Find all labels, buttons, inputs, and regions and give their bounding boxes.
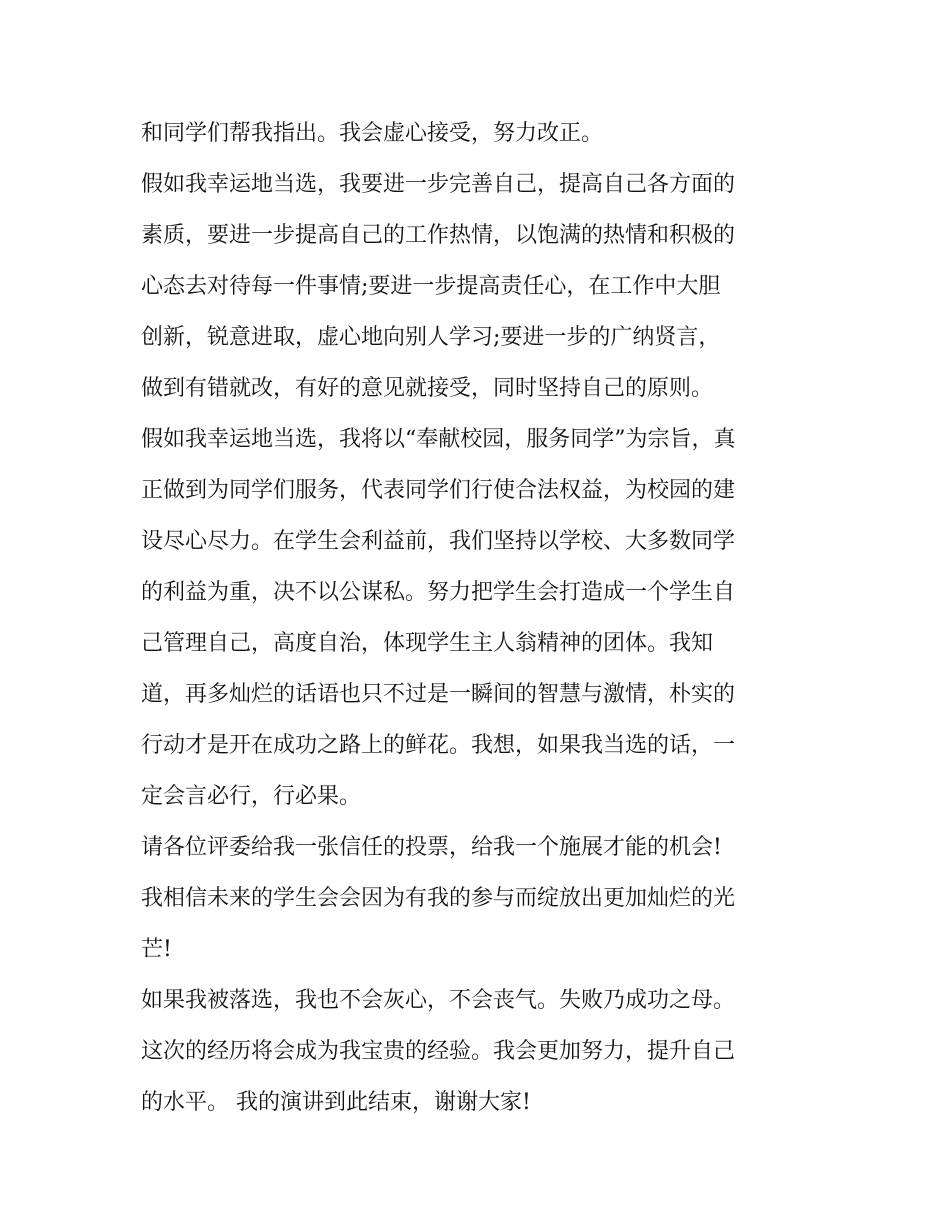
- text-line: 素质，要进一步提高自己的工作热情，以饱满的热情和积极的: [141, 223, 736, 248]
- text-line: 行动才是开在成功之路上的鲜花。我想，如果我当选的话，一: [141, 733, 736, 758]
- text-line: 这次的经历将会成为我宝贵的经验。我会更加努力，提升自己: [141, 1039, 736, 1064]
- text-line: 请各位评委给我一张信任的投票，给我一个施展才能的机会!: [141, 835, 722, 860]
- text-line: 如果我被落选，我也不会灰心，不会丧气。失败乃成功之母。: [141, 988, 736, 1013]
- text-line: 假如我幸运地当选，我要进一步完善自己，提高自己各方面的: [141, 172, 736, 197]
- text-line: 假如我幸运地当选，我将以“奉献校园，服务同学”为宗旨，真: [141, 427, 736, 452]
- text-line: 创新，锐意进取，虚心地向别人学习;要进一步的广纳贤言，: [141, 325, 721, 350]
- text-line: 正做到为同学们服务，代表同学们行使合法权益，为校园的建: [141, 478, 736, 503]
- text-line: 道，再多灿烂的话语也只不过是一瞬间的智慧与激情，朴实的: [141, 682, 736, 707]
- text-line: 心态去对待每一件事情;要进一步提高责任心，在工作中大胆: [141, 274, 721, 299]
- speech-text: [141, 108, 821, 1128]
- text-line: 定会言必行，行必果。: [141, 784, 362, 809]
- text-line: 和同学们帮我指出。我会虚心接受，努力改正。: [141, 121, 604, 146]
- text-line: 己管理自己，高度自治，体现学生主人翁精神的团体。我知: [141, 631, 714, 656]
- text-line: 设尽心尽力。在学生会利益前，我们坚持以学校、大多数同学: [141, 529, 736, 554]
- text-line: 的利益为重，决不以公谋私。努力把学生会打造成一个学生自: [141, 580, 736, 605]
- text-line: 我相信未来的学生会会因为有我的参与而绽放出更加灿烂的光: [141, 886, 736, 911]
- text-line: 做到有错就改，有好的意见就接受，同时坚持自己的原则。: [141, 376, 714, 401]
- text-line: 芒!: [141, 937, 172, 962]
- text-line: 的水平。 我的演讲到此结束，谢谢大家!: [141, 1090, 531, 1115]
